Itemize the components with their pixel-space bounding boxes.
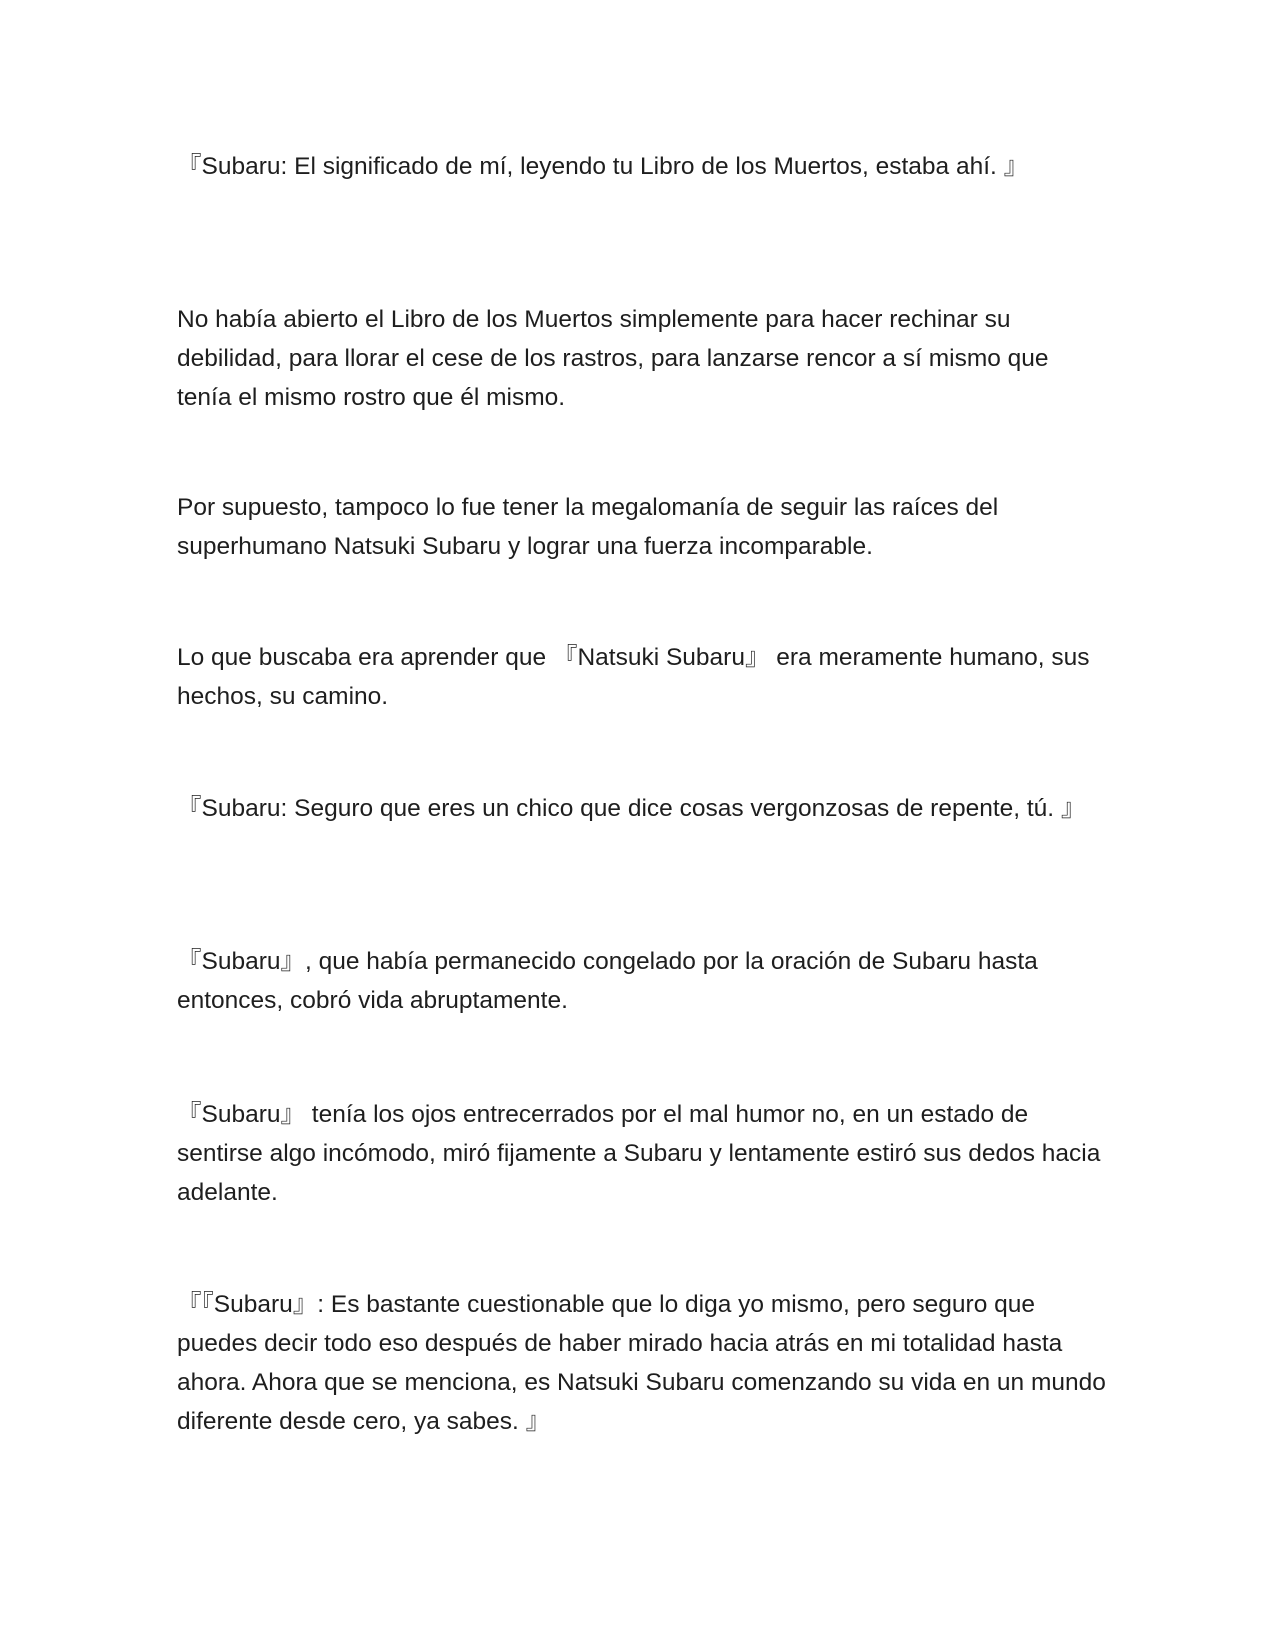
- paragraph-1: 『Subaru: El significado de mí, leyendo tu Libro de los Muertos, estaba ahí. 』: [177, 153, 1029, 180]
- paragraph-3: Por supuesto, tampoco lo fue tener la megalomanía de seguir las raíces del superhumano Natsuki Subaru y lograr una fuerza incomparable.: [177, 494, 999, 560]
- paragraph-6: 『Subaru』, que había permanecido congelado por la oración de Subaru hasta entonces, cobró vida abruptamente.: [177, 948, 1038, 1014]
- paragraph-7: 『Subaru』 tenía los ojos entrecerrados por el mal humor no, en un estado de sentirse algo incómodo, miró fijamente a Subaru y lentamente estiró sus dedos hacia adelante.: [177, 1101, 1101, 1206]
- paragraph-2: No había abierto el Libro de los Muertos simplemente para hacer rechinar su debilidad, para llorar el cese de los rastros, para lanzarse rencor a sí mismo que tenía el mismo rostro que él mismo.: [177, 306, 1049, 411]
- paragraph-8: 『『Subaru』: Es bastante cuestionable que lo diga yo mismo, pero seguro que puedes decir todo eso después de haber mirado hacia atrás en mi totalidad hasta ahora. Ahora que se menciona, es Natsuki Subaru comenzando su vida en un mundo diferente desde cero, ya sabes. 』: [177, 1291, 1106, 1435]
- paragraph-4: Lo que buscaba era aprender que 『Natsuki Subaru』 era meramente humano, sus hechos, su camino.: [177, 644, 1090, 710]
- paragraph-5: 『Subaru: Seguro que eres un chico que dice cosas vergonzosas de repente, tú. 』: [177, 795, 1086, 822]
